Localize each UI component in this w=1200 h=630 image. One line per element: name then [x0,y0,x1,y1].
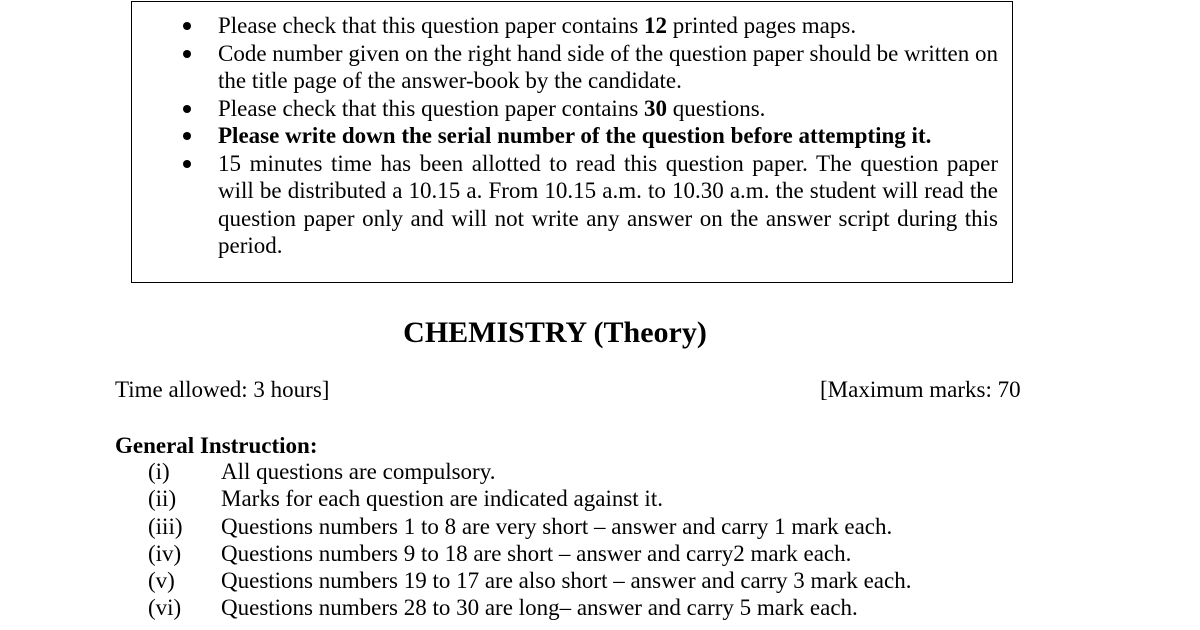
item-text: Questions numbers 9 to 18 are short – answer and carry2 mark each. [221,540,852,566]
bullet-icon [183,105,191,113]
general-instruction-list [148,458,911,622]
general-instruction-item [148,594,911,621]
instruction-item [132,40,1012,95]
instructions-box [131,1,1013,283]
instruction-item [132,122,1012,150]
bullet-icon [183,132,191,140]
instruction-item [132,12,1012,40]
instruction-text: 15 minutes time has been allotted to read this question paper. The question paper will be distributed a 10.15 a. From 10.15 a.m. to 10.30 a.m. the student will read the question paper only and will not write any answer on the answer script during this period. [218,150,998,258]
general-instruction-item [148,458,911,485]
item-text: All questions are compulsory. [221,459,496,484]
item-number: (v) [148,568,175,594]
item-text: Questions numbers 19 to 17 are also short – answer and carry 3 mark each. [221,568,912,594]
general-instruction-item [148,485,911,512]
maximum-marks: [Maximum marks: 70 [820,377,1021,402]
item-number: (iv) [148,540,182,566]
bullet-icon [183,160,191,168]
general-instruction-heading: General Instruction: [115,433,318,458]
bullet-icon [183,22,191,30]
bullet-icon [183,50,191,58]
general-instruction-item [148,567,911,594]
item-text: Marks for each question are indicated against it. [221,486,663,512]
item-number: (vi) [148,595,182,621]
instruction-item [132,150,1012,260]
item-number: (iii) [148,513,183,539]
general-instruction-item [148,513,911,540]
instruction-text: Please write down the serial number of the question before attempting it. [218,123,932,148]
time-allowed: Time allowed: 3 hours] [115,377,330,402]
instruction-text: Code number given on the right hand side of the question paper should be written on the title page of the answer-book by the candidate. [218,40,998,93]
instruction-text: Please check that this question paper contains 12 printed pages maps. [218,13,857,38]
instruction-item [132,95,1012,123]
item-number: (i) [148,459,170,484]
instruction-text: Please check that this question paper contains 30 questions. [218,95,766,121]
general-instruction-item [148,540,911,567]
paper-title: CHEMISTRY (Theory) [403,316,707,349]
item-text: Questions numbers 28 to 30 are long– answer and carry 5 mark each. [221,595,858,621]
item-number: (ii) [148,486,177,512]
item-text: Questions numbers 1 to 8 are very short – answer and carry 1 mark each. [221,513,893,539]
instructions-list [132,12,1012,260]
